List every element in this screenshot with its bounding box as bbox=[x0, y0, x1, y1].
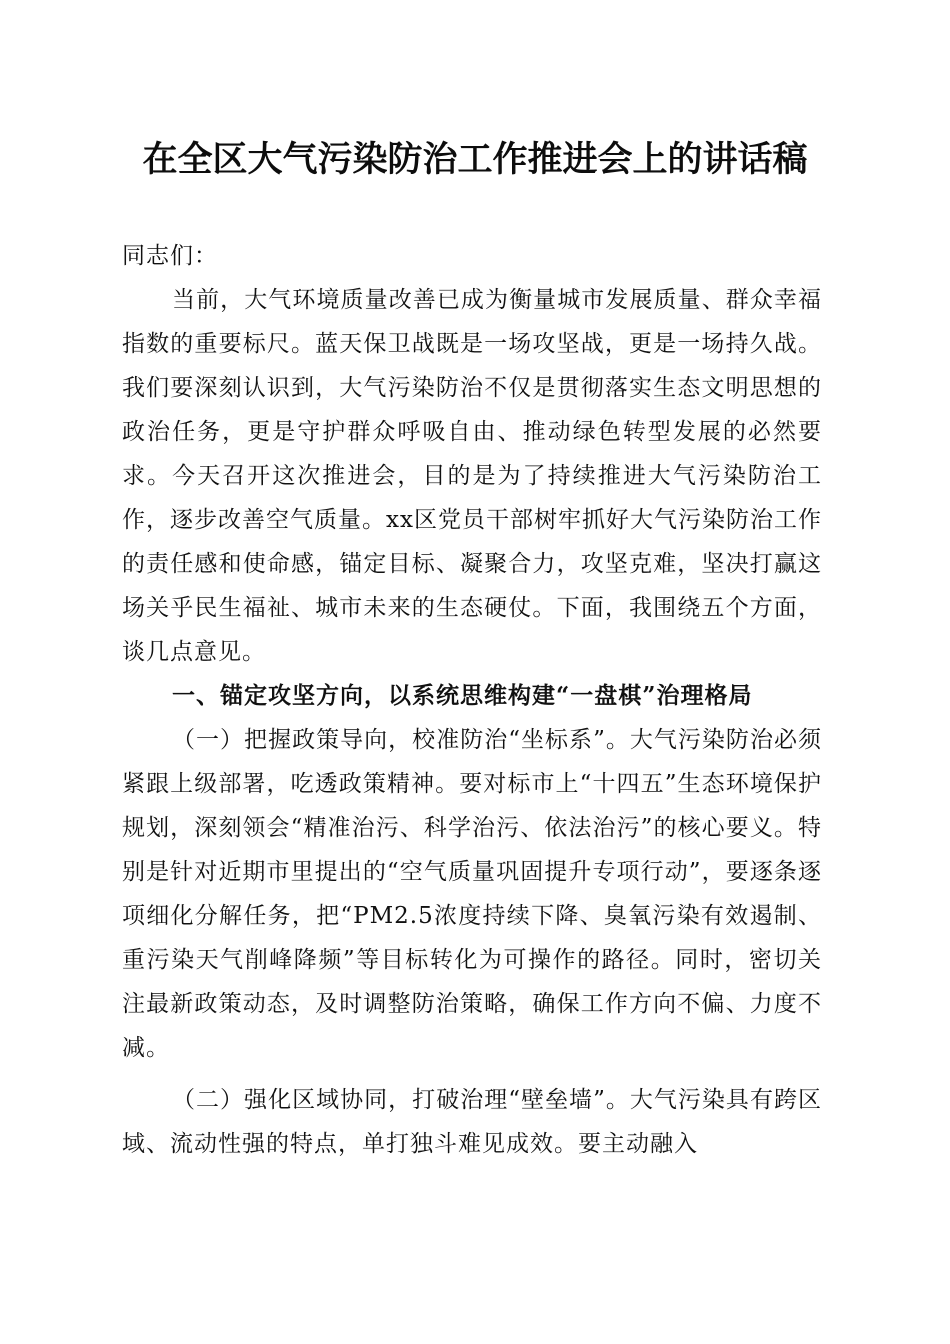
intro-paragraph: 当前，大气环境质量改善已成为衡量城市发展质量、群众幸福指数的重要标尺。蓝天保卫战既是一场攻坚战，更是一场持久战。我们要深刻认识到，大气污染防治不仅是贯彻落实生态文明思想的政治任务，更是守护群众呼吸自由、推动绿色转型发展的必然要求。今天召开这次推进会，目的是为了持续推进大气污染防治工作，逐步改善空气质量。xx区党员干部树牢抓好大气污染防治工作的责任感和使命感，锚定目标、凝聚合力，攻坚克难，坚决打赢这场关乎民生福祉、城市未来的生态硬仗。下面，我围绕五个方面，谈几点意见。 bbox=[122, 287, 822, 665]
section-heading: 一、锚定攻坚方向，以系统思维构建“一盘棋”治理格局 bbox=[172, 682, 753, 709]
sub-item-paragraph: （一）把握政策导向，校准防治“坐标系”。大气污染防治必须紧跟上级部署，吃透政策精神。要对标市上“十四五”生态环境保护规划，深刻领会“精准治污、科学治污、依法治污”的核心要义。特别是针对近期市里提出的“空气质量巩固提升专项行动”，要逐条逐项细化分解任务，把“PM2.5浓度持续下降、臭氧污染有效遏制、重污染天气削峰降频”等目标转化为可操作的路径。同时，密切关注最新政策动态，及时调整防治策略，确保工作方向不偏、力度不减。 bbox=[122, 727, 822, 1061]
document-title: 在全区大气污染防治工作推进会上的讲话稿 bbox=[142, 139, 808, 180]
document-body bbox=[122, 234, 822, 1166]
salutation: 同志们： bbox=[122, 243, 218, 269]
sub-item-paragraph: （二）强化区域协同，打破治理“壁垒墙”。大气污染具有跨区域、流动性强的特点，单打独斗难见成效。要主动融入 bbox=[122, 1087, 822, 1157]
